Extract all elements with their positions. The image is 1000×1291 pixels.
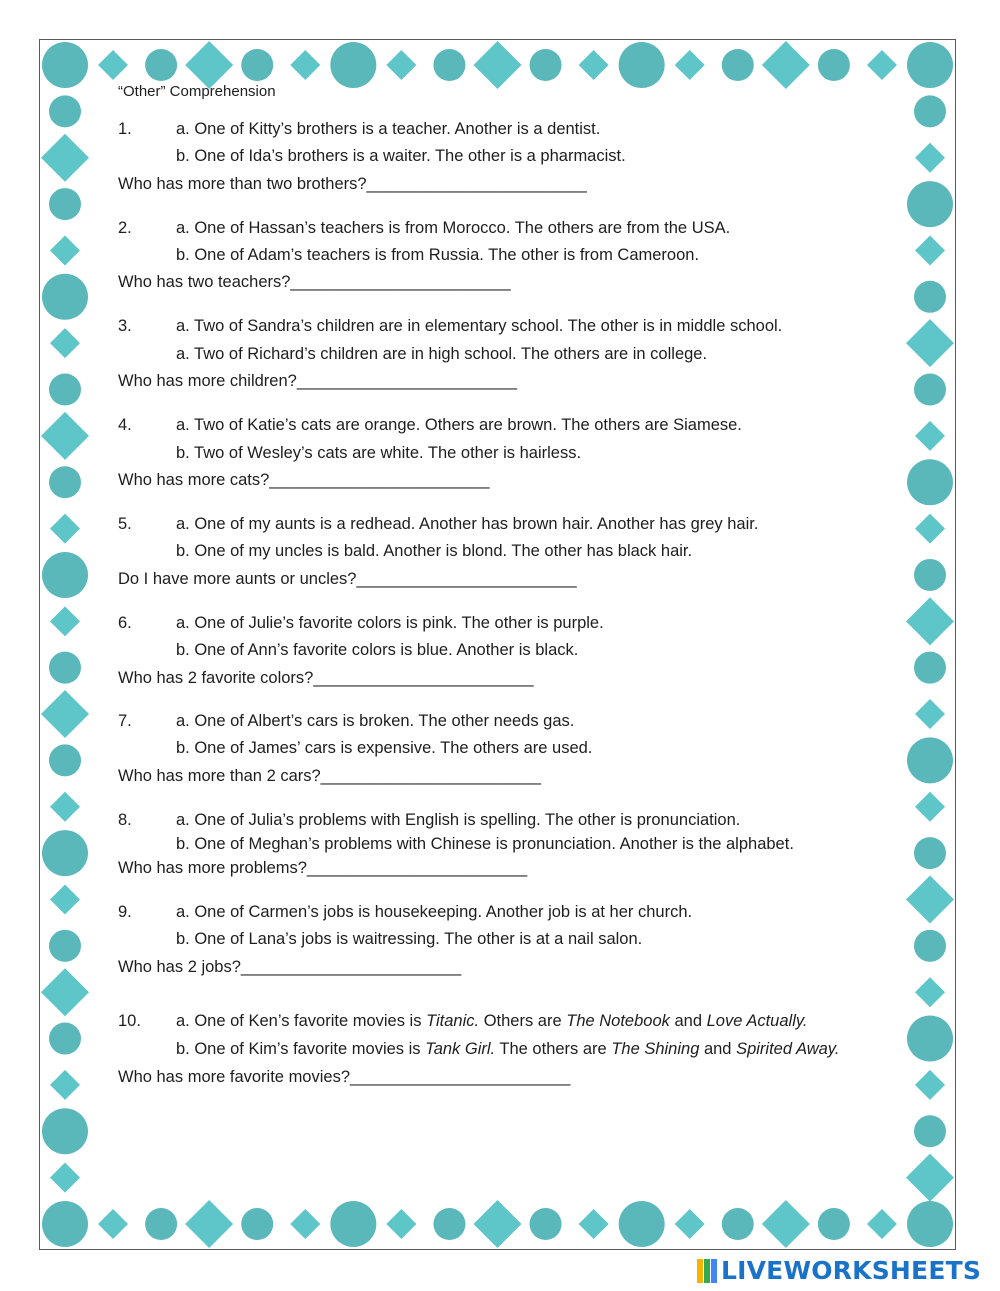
border-circle bbox=[914, 281, 946, 313]
worksheet-title: “Other” Comprehension bbox=[118, 83, 276, 100]
border-circle bbox=[907, 459, 953, 505]
question-prompt[interactable]: Do I have more aunts or uncles?________________________ bbox=[118, 570, 577, 588]
border-diamond bbox=[762, 41, 810, 89]
question-option-b: b. One of Lana’s jobs is waitressing. The other is at a nail salon. bbox=[176, 930, 643, 948]
border-diamond bbox=[50, 1163, 80, 1193]
movie-title: Titanic. bbox=[426, 1012, 480, 1030]
border-circle bbox=[619, 1201, 665, 1247]
border-circle bbox=[49, 652, 81, 684]
border-diamond bbox=[915, 1070, 945, 1100]
question-number: 3. bbox=[118, 317, 132, 335]
text-segment: a. One of Ken’s favorite movies is bbox=[176, 1012, 427, 1030]
border-diamond bbox=[50, 514, 80, 544]
border-diamond bbox=[386, 1209, 416, 1239]
border-diamond bbox=[915, 792, 945, 822]
border-circle bbox=[330, 42, 376, 88]
border-circle bbox=[330, 1201, 376, 1247]
border-circle bbox=[914, 837, 946, 869]
border-circle bbox=[49, 1023, 81, 1055]
logo-mark-icon bbox=[697, 1259, 717, 1283]
question-prompt[interactable]: Who has more children?________________________ bbox=[118, 372, 518, 390]
border-diamond bbox=[474, 41, 522, 89]
border-diamond bbox=[906, 875, 954, 923]
question-prompt[interactable]: Who has more than two brothers?________________________ bbox=[118, 175, 587, 193]
border-diamond bbox=[50, 884, 80, 914]
border-diamond bbox=[290, 50, 320, 80]
border-circle bbox=[42, 552, 88, 598]
question-prompt[interactable]: Who has more cats?________________________ bbox=[118, 471, 490, 489]
text-segment: and bbox=[669, 1012, 707, 1030]
border-diamond bbox=[386, 50, 416, 80]
question-option-a: a. Two of Katie’s cats are orange. Others are brown. The others are Siamese. bbox=[176, 416, 742, 434]
border-diamond bbox=[50, 328, 80, 358]
question-number: 8. bbox=[118, 811, 132, 829]
border-circle bbox=[722, 1208, 754, 1240]
question-option-b: b. One of my uncles is bald. Another is blond. The other has black hair. bbox=[176, 542, 693, 560]
border-diamond bbox=[915, 514, 945, 544]
question-option-a: a. One of Hassan’s teachers is from Morocco. The others are from the USA. bbox=[176, 219, 731, 237]
border-circle bbox=[914, 930, 946, 962]
brand-text: LIVEWORKSHEETS bbox=[721, 1256, 982, 1285]
border-diamond bbox=[675, 1209, 705, 1239]
border-circle bbox=[818, 49, 850, 81]
border-diamond bbox=[41, 968, 89, 1016]
text-segment: Others are bbox=[479, 1012, 567, 1030]
border-circle bbox=[42, 1108, 88, 1154]
question-option-b: b. One of Ann’s favorite colors is blue. Another is black. bbox=[176, 641, 579, 659]
border-diamond bbox=[474, 1200, 522, 1248]
border-circle bbox=[49, 374, 81, 406]
border-diamond bbox=[906, 597, 954, 645]
border-diamond bbox=[867, 50, 897, 80]
border-circle bbox=[145, 49, 177, 81]
question-option-b: b. One of Meghan’s problems with Chinese is pronunciation. Another is the alphabet. bbox=[176, 835, 794, 853]
question-option-a: a. One of Kitty’s brothers is a teacher. Another is a dentist. bbox=[176, 120, 601, 138]
question-option-a: a. One of Carmen’s jobs is housekeeping. Another job is at her church. bbox=[176, 903, 693, 921]
border-diamond bbox=[98, 50, 128, 80]
question-option-a: a. One of Albert’s cars is broken. The other needs gas. bbox=[176, 712, 575, 730]
border-diamond bbox=[50, 235, 80, 265]
border-circle bbox=[49, 188, 81, 220]
border-circle bbox=[914, 1115, 946, 1147]
border-diamond bbox=[579, 1209, 609, 1239]
question-number: 4. bbox=[118, 416, 132, 434]
question-prompt[interactable]: Who has more than 2 cars?________________________ bbox=[118, 767, 541, 785]
text-segment: The others are bbox=[495, 1040, 612, 1058]
question-option-b bbox=[176, 1039, 839, 1059]
border-circle bbox=[42, 830, 88, 876]
question-option-b: b. One of Adam’s teachers is from Russia. The other is from Cameroon. bbox=[176, 246, 700, 264]
movie-title: The Notebook bbox=[566, 1012, 670, 1030]
border-circle bbox=[914, 374, 946, 406]
text-segment: b. One of Kim’s favorite movies is bbox=[176, 1040, 426, 1058]
border-diamond bbox=[762, 1200, 810, 1248]
question-option-a: a. Two of Sandra’s children are in elementary school. The other is in middle school. bbox=[176, 317, 783, 335]
border-circle bbox=[914, 95, 946, 127]
border-diamond bbox=[185, 1200, 233, 1248]
border-circle bbox=[42, 1201, 88, 1247]
border-diamond bbox=[915, 421, 945, 451]
question-number: 5. bbox=[118, 515, 132, 533]
border-diamond bbox=[915, 699, 945, 729]
border-circle bbox=[530, 1208, 562, 1240]
border-diamond bbox=[41, 412, 89, 460]
border-circle bbox=[907, 1016, 953, 1062]
question-number: 9. bbox=[118, 903, 132, 921]
border-circle bbox=[914, 559, 946, 591]
movie-title: Spirited Away. bbox=[736, 1040, 840, 1058]
question-number: 2. bbox=[118, 219, 132, 237]
border-diamond bbox=[50, 792, 80, 822]
border-circle bbox=[818, 1208, 850, 1240]
question-option-a bbox=[176, 1011, 807, 1031]
border-circle bbox=[907, 181, 953, 227]
question-prompt[interactable]: Who has two teachers?________________________ bbox=[118, 273, 511, 291]
border-diamond bbox=[579, 50, 609, 80]
question-option-b: a. Two of Richard’s children are in high school. The others are in college. bbox=[176, 345, 708, 363]
question-prompt[interactable]: Who has 2 favorite colors?________________________ bbox=[118, 669, 534, 687]
border-circle bbox=[907, 42, 953, 88]
question-number: 1. bbox=[118, 120, 132, 138]
border-diamond bbox=[98, 1209, 128, 1239]
border-circle bbox=[907, 1201, 953, 1247]
question-option-b: b. Two of Wesley’s cats are white. The other is hairless. bbox=[176, 444, 582, 462]
border-diamond bbox=[50, 606, 80, 636]
border-diamond bbox=[290, 1209, 320, 1239]
border-diamond bbox=[906, 1154, 954, 1202]
border-circle bbox=[907, 737, 953, 783]
text-segment: and bbox=[699, 1040, 737, 1058]
border-circle bbox=[49, 466, 81, 498]
question-number: 7. bbox=[118, 712, 132, 730]
border-diamond bbox=[915, 977, 945, 1007]
question-prompt[interactable]: Who has more problems?________________________ bbox=[118, 859, 528, 877]
question-option-a: a. One of Julie’s favorite colors is pink. The other is purple. bbox=[176, 614, 604, 632]
border-circle bbox=[49, 744, 81, 776]
border-diamond bbox=[906, 319, 954, 367]
movie-title: The Shining bbox=[611, 1040, 700, 1058]
border-circle bbox=[42, 274, 88, 320]
border-circle bbox=[241, 1208, 273, 1240]
question-prompt[interactable]: Who has more favorite movies?________________________ bbox=[118, 1068, 571, 1086]
border-diamond bbox=[915, 235, 945, 265]
border-circle bbox=[433, 49, 465, 81]
question-option-b: b. One of Ida’s brothers is a waiter. The other is a pharmacist. bbox=[176, 147, 626, 165]
border-circle bbox=[241, 49, 273, 81]
border-circle bbox=[530, 49, 562, 81]
border-circle bbox=[722, 49, 754, 81]
question-option-a: a. One of Julia’s problems with English is spelling. The other is pronunciation. bbox=[176, 811, 741, 829]
liveworksheets-logo[interactable] bbox=[697, 1256, 981, 1286]
movie-title: Tank Girl. bbox=[425, 1040, 496, 1058]
movie-title: Love Actually. bbox=[706, 1012, 808, 1030]
question-option-a: a. One of my aunts is a redhead. Another has brown hair. Another has grey hair. bbox=[176, 515, 759, 533]
question-number: 6. bbox=[118, 614, 132, 632]
question-prompt[interactable]: Who has 2 jobs?________________________ bbox=[118, 958, 462, 976]
border-diamond bbox=[915, 143, 945, 173]
border-circle bbox=[49, 95, 81, 127]
question-option-b: b. One of James’ cars is expensive. The others are used. bbox=[176, 739, 593, 757]
border-diamond bbox=[41, 134, 89, 182]
border-diamond bbox=[675, 50, 705, 80]
border-circle bbox=[145, 1208, 177, 1240]
border-diamond bbox=[867, 1209, 897, 1239]
border-diamond bbox=[41, 690, 89, 738]
border-circle bbox=[42, 42, 88, 88]
border-circle bbox=[619, 42, 665, 88]
question-number: 10. bbox=[118, 1012, 141, 1030]
border-circle bbox=[49, 930, 81, 962]
border-diamond bbox=[50, 1070, 80, 1100]
border-circle bbox=[433, 1208, 465, 1240]
border-circle bbox=[914, 652, 946, 684]
